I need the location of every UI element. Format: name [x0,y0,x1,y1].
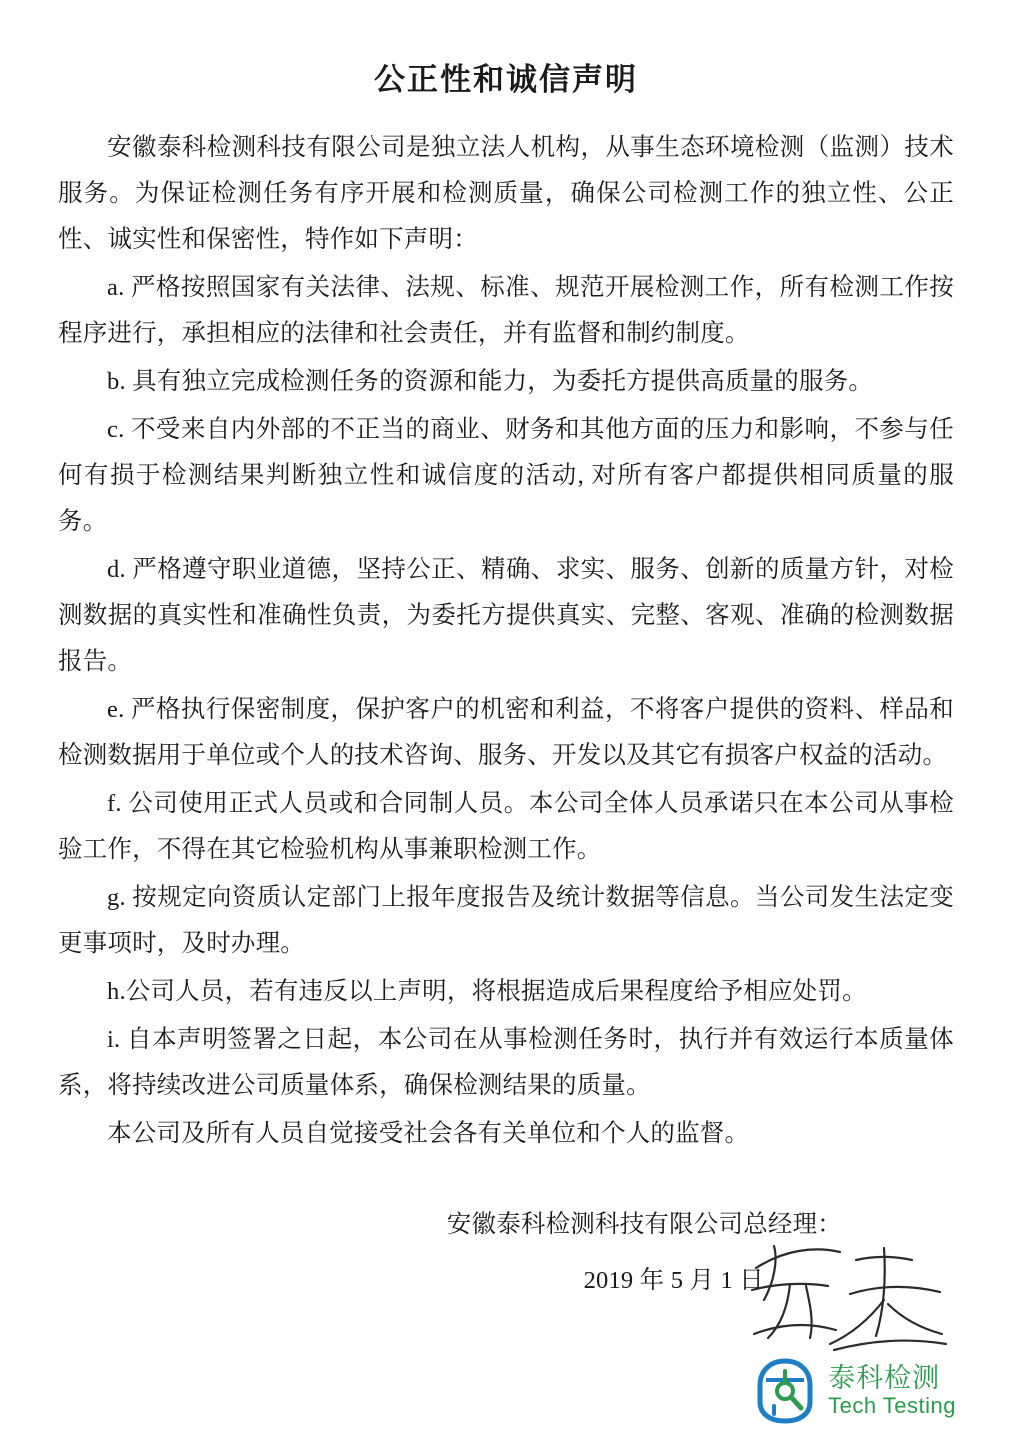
paragraph-item-g: g. 按规定向资质认定部门上报年度报告及统计数据等信息。当公司发生法定变更事项时，及时办理。 [58,884,954,957]
logo-text-en: Tech Testing [828,1392,956,1418]
logo-mark-icon [752,1358,818,1424]
paragraph-item-d: d. 严格遵守职业道德，坚持公正、精确、求实、服务、创新的质量方针，对检测数据的真实性和准确性负责，为委托方提供真实、完整、客观、准确的检测数据报告。 [58,556,954,675]
page-title: 公正性和诚信声明 [374,62,638,98]
paragraph-closing: 本公司及所有人员自觉接受社会各有关单位和个人的监督。 [107,1120,750,1147]
paragraph-item-b: b. 具有独立完成检测任务的资源和能力，为委托方提供高质量的服务。 [107,368,874,395]
paragraph-item-c: c. 不受来自内外部的不正当的商业、财务和其他方面的压力和影响，不参与任何有损于检测结果判断独立性和诚信度的活动, 对所有客户都提供相同质量的服务。 [58,416,954,535]
paragraph-item-e: e. 严格执行保密制度，保护客户的机密和利益，不将客户提供的资料、样品和检测数据用于单位或个人的技术咨询、服务、开发以及其它有损客户权益的活动。 [58,696,954,769]
paragraph-item-f: f. 公司使用正式人员或和合同制人员。本公司全体人员承诺只在本公司从事检验工作，不得在其它检验机构从事兼职检测工作。 [58,790,954,863]
logo-text-cn: 泰科检测 [828,1363,941,1395]
paragraph-item-h: h.公司人员，若有违反以上声明，将根据造成后果程度给予相应处罚。 [107,978,867,1005]
paragraph-item-i: i. 自本声明签署之日起，本公司在从事检测任务时，执行并有效运行本质量体系，将持续改进公司质量体系，确保检测结果的质量。 [58,1026,954,1099]
signature-label: 安徽泰科检测科技有限公司总经理： [446,1211,842,1238]
logo-text [828,1365,956,1416]
signature-block [58,1203,954,1303]
paragraph-item-a: a. 严格按照国家有关法律、法规、标准、规范开展检测工作，所有检测工作按程序进行，承担相应的法律和社会责任，并有监督和制约制度。 [58,274,954,347]
signature-date: 2019 年 5 月 1 日 [583,1267,764,1294]
company-logo [752,1358,956,1424]
paragraph-intro: 安徽泰科检测科技有限公司是独立法人机构，从事生态环境检测（监测）技术服务。为保证检测任务有序开展和检测质量，确保公司检测工作的独立性、公正性、诚实性和保密性，特作如下声明： [58,134,954,253]
